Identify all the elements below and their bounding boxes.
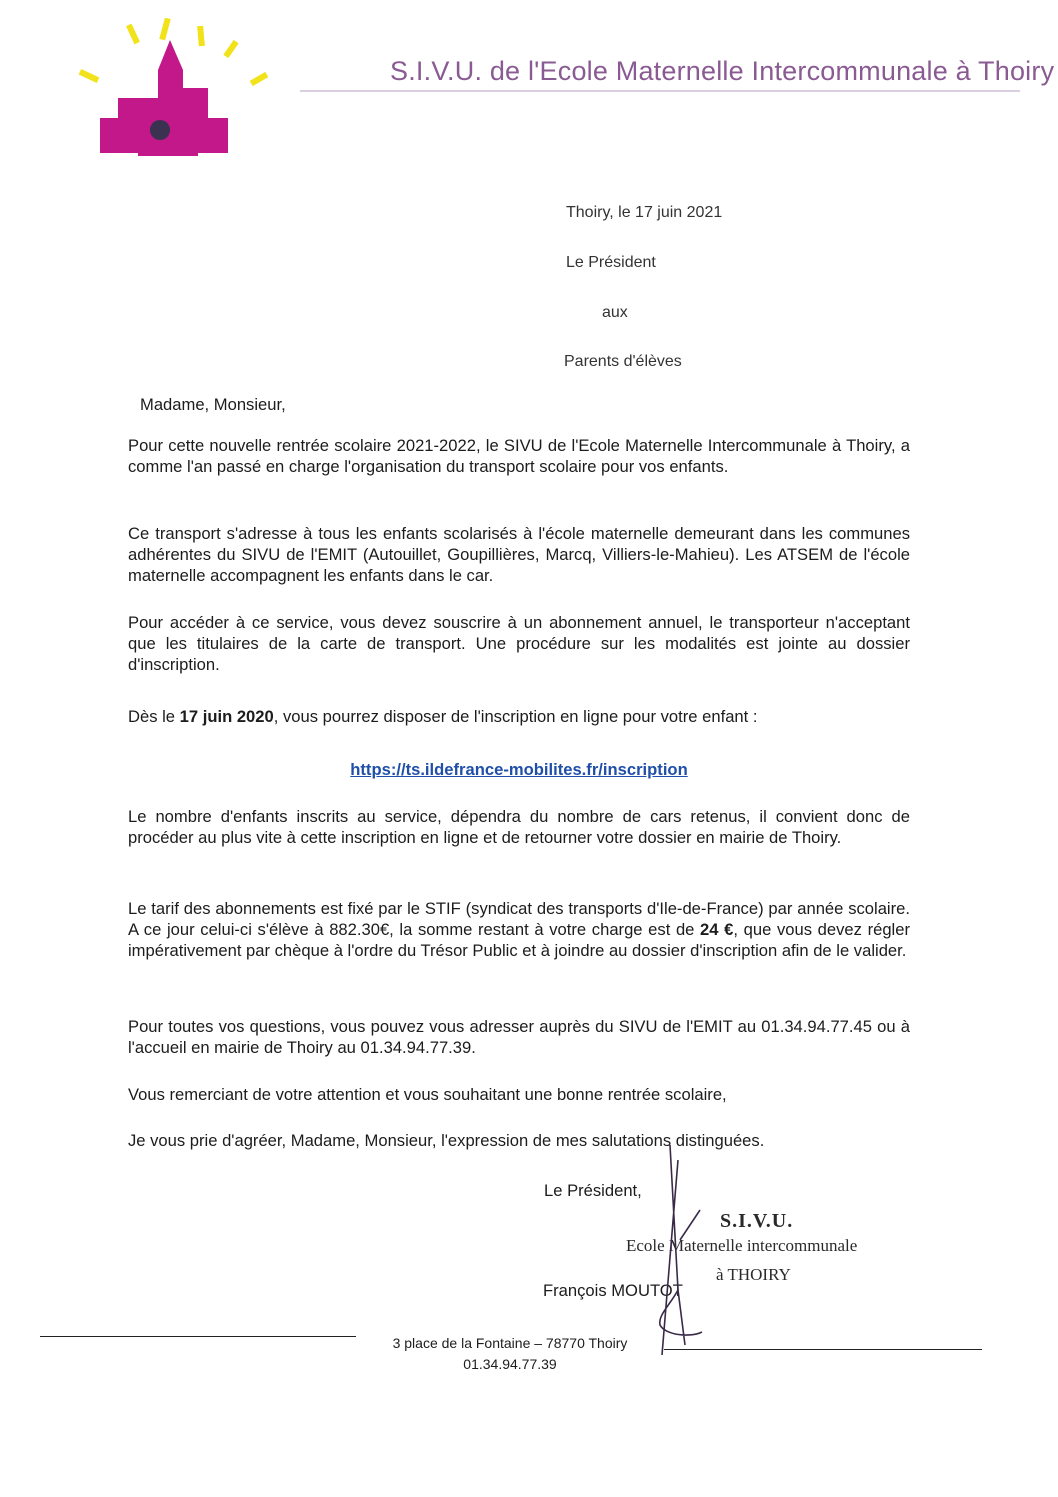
text-fragment: Dès le — [128, 707, 180, 726]
stamp-title: S.I.V.U. — [720, 1210, 794, 1232]
paragraph-text: Le nombre d'enfants inscrits au service, dépendra du nombre de cars retenus, il convient donc de procéder au plus vite à cette inscription en ligne et de retourner votre dossier en mairie de Thoiry. — [128, 807, 910, 847]
paragraph-text: Je vous prie d'agréer, Madame, Monsieur, l'expression de mes salutations distinguées. — [128, 1131, 765, 1150]
text-fragment: , que vous devez régler impérativement par chèque à l'ordre du Trésor Public et à joindre au dossier d'inscription afin de le valider. — [128, 920, 910, 960]
paragraph-transport — [128, 523, 910, 586]
paragraph-online-registration — [128, 706, 910, 727]
paragraph-text — [128, 898, 910, 961]
text-fragment: Le tarif des abonnements est fixé par le STIF (syndicat des transports d'Ile-de-France) par année scolaire. A ce jour celui-ci s'élève à 882.30€, la somme restant à votre charge est de — [128, 899, 910, 939]
place-and-date: Thoiry, le 17 juin 2021 — [566, 204, 723, 221]
paragraph-text: Pour cette nouvelle rentrée scolaire 2021-2022, le SIVU de l'Ecole Maternelle Intercommunale à Thoiry, a comme l'an passé en charge l'organisation du transport scolaire pour vos enfants. — [128, 436, 910, 476]
handwritten-signature — [640, 1140, 720, 1355]
school-logo-icon — [78, 18, 288, 168]
registration-link-row — [128, 760, 910, 780]
salutation: Madame, Monsieur, — [140, 395, 286, 414]
paragraph-text: Vous remerciant de votre attention et vous souhaitant une bonne rentrée scolaire, — [128, 1085, 727, 1104]
paragraph-thanks — [128, 1084, 910, 1105]
paragraph-capacity — [128, 806, 910, 848]
registration-date: 17 juin 2020 — [179, 707, 274, 726]
paragraph-contact — [128, 1016, 910, 1058]
footer-rule-right — [664, 1349, 982, 1350]
paragraph-text: Pour accéder à ce service, vous devez souscrire à un abonnement annuel, le transporteur n'acceptant que les titulaires de la carte de transport. Une procédure sur les modalités est jointe au dossier d'inscription. — [128, 613, 910, 674]
stamp-line: Ecole Maternelle intercommunale — [626, 1236, 858, 1255]
text-fragment: , vous pourrez disposer de l'inscription en ligne pour votre enfant : — [273, 707, 758, 726]
paragraph-pricing — [128, 898, 910, 961]
to-line: aux — [602, 304, 628, 321]
footer-rule-left — [40, 1336, 356, 1337]
organization-title: S.I.V.U. de l'Ecole Maternelle Intercommunale à Thoiry — [390, 56, 1055, 86]
footer — [330, 1333, 690, 1375]
price-amount: 24 € — [700, 920, 734, 939]
registration-link[interactable]: https://ts.ildefrance-mobilites.fr/inscription — [350, 760, 688, 779]
paragraph-intro — [128, 435, 910, 477]
paragraph-text — [128, 706, 910, 727]
paragraph-subscription — [128, 612, 910, 675]
footer-phone: 01.34.94.77.39 — [463, 1356, 557, 1372]
paragraph-text: Ce transport s'adresse à tous les enfants scolarisés à l'école maternelle demeurant dans les communes adhérentes du SIVU de l'EMIT (Autouillet, Goupillières, Marcq, Villiers-le-Mahieu). Les ATSEM de l'école maternelle accompagnent les enfants dans le car. — [128, 524, 910, 585]
stamp-line: à THOIRY — [716, 1265, 791, 1284]
footer-address: 3 place de la Fontaine – 78770 Thoiry — [392, 1335, 628, 1351]
recipients-line: Parents d'élèves — [564, 353, 682, 370]
paragraph-text: Pour toutes vos questions, vous pouvez vous adresser auprès du SIVU de l'EMIT au 01.34.94.77.45 ou à l'accueil en mairie de Thoiry au 01.34.94.77.39. — [128, 1017, 910, 1057]
signatory-name: François MOUTOT — [543, 1281, 683, 1300]
header-divider — [300, 90, 1020, 92]
sender-line: Le Président — [566, 254, 656, 271]
signature-title: Le Président, — [544, 1181, 642, 1200]
paragraph-closing — [128, 1130, 910, 1151]
